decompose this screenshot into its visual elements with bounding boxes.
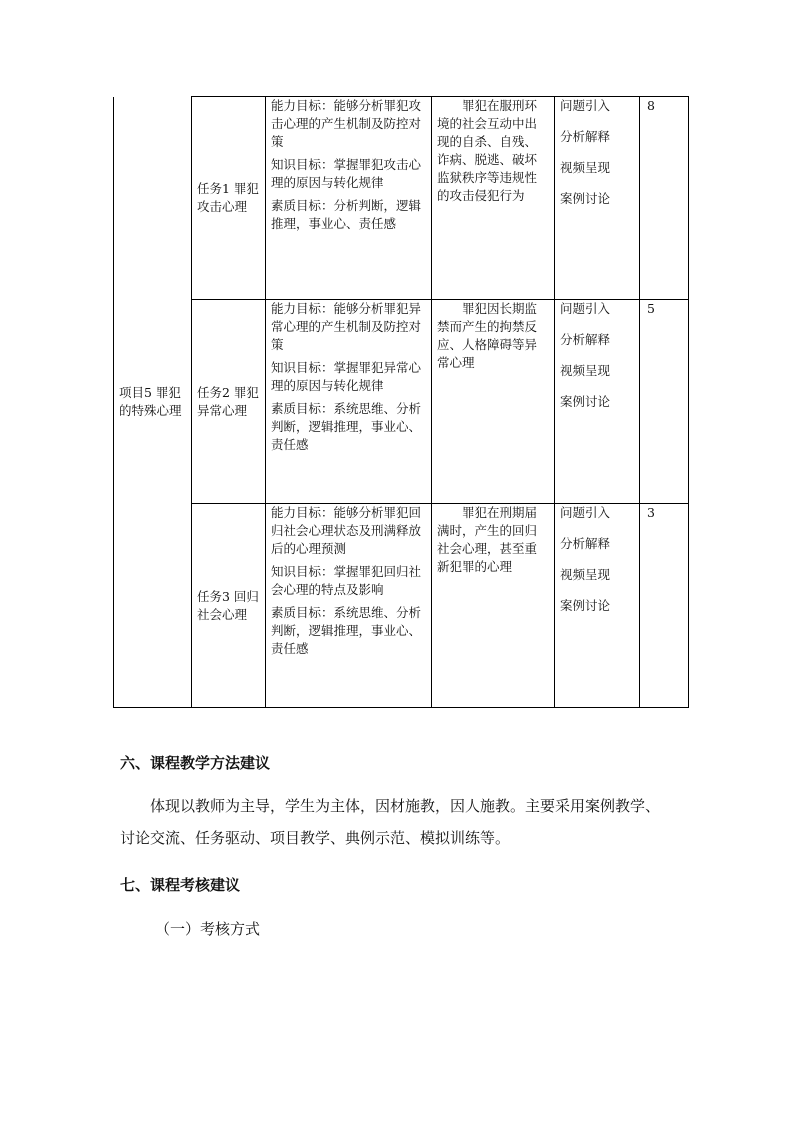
- methods-cell: [555, 97, 640, 300]
- methods-cell: [555, 300, 640, 504]
- method-item: 案例讨论: [560, 394, 611, 409]
- method-item: 问题引入: [560, 301, 611, 316]
- methods-cell: [555, 504, 640, 708]
- method-item: 视频呈现: [560, 363, 611, 378]
- task-cell: 任务2 罪犯异常心理: [192, 300, 266, 504]
- method-item: 问题引入: [560, 98, 611, 113]
- knowledge-goal: 知识目标：掌握罪犯异常心理的原因与转化规律: [271, 360, 422, 393]
- task-cell: 任务3 回归社会心理: [192, 504, 266, 708]
- hours-cell: 3: [640, 504, 689, 708]
- table-row: [114, 504, 689, 708]
- teaching-methods-paragraph: 体现以教师为主导，学生为主体，因材施教，因人施教。主要采用案例教学、讨论交流、任务驱动、项目教学、典例示范、模拟训练等。: [120, 797, 661, 847]
- goals-cell: [266, 300, 432, 504]
- hours-cell: 5: [640, 300, 689, 504]
- method-item: 视频呈现: [560, 160, 611, 175]
- table-row: [114, 97, 689, 300]
- table-row: [114, 300, 689, 504]
- section-heading-assessment: 七、课程考核建议: [120, 876, 241, 894]
- content-cell: 罪犯因长期监禁而产生的拘禁反应、人格障碍等异常心理: [432, 300, 555, 504]
- method-item: 案例讨论: [560, 191, 611, 206]
- ability-goal: 能力目标：能够分析罪犯攻击心理的产生机制及防控对策: [271, 98, 422, 149]
- method-item: 分析解释: [560, 536, 611, 551]
- hours-cell: 8: [640, 97, 689, 300]
- ability-goal: 能力目标：能够分析罪犯异常心理的产生机制及防控对策: [271, 301, 422, 352]
- content-cell: 罪犯在服刑环境的社会互动中出现的自杀、自残、诈病、脱逃、破坏监狱秩序等违规性的攻击侵犯行为: [432, 97, 555, 300]
- task-cell: 任务1 罪犯攻击心理: [192, 97, 266, 300]
- project-cell: 项目5 罪犯的特殊心理: [114, 97, 192, 708]
- knowledge-goal: 知识目标：掌握罪犯攻击心理的原因与转化规律: [271, 157, 422, 190]
- method-item: 问题引入: [560, 505, 611, 520]
- method-item: 视频呈现: [560, 567, 611, 582]
- quality-goal: 素质目标：系统思维、分析判断，逻辑推理，事业心、责任感: [271, 401, 422, 452]
- section-heading-teaching-methods: 六、课程教学方法建议: [120, 754, 271, 772]
- goals-cell: [266, 504, 432, 708]
- content-cell: 罪犯在刑期届满时，产生的回归社会心理，甚至重新犯罪的心理: [432, 504, 555, 708]
- course-content-table: [113, 96, 689, 708]
- quality-goal: 素质目标：分析判断，逻辑推理，事业心、责任感: [271, 198, 422, 231]
- method-item: 案例讨论: [560, 598, 611, 613]
- method-item: 分析解释: [560, 129, 611, 144]
- subsection-assessment-method: （一）考核方式: [155, 920, 261, 938]
- ability-goal: 能力目标：能够分析罪犯回归社会心理状态及刑满释放后的心理预测: [271, 505, 422, 556]
- method-item: 分析解释: [560, 332, 611, 347]
- knowledge-goal: 知识目标：掌握罪犯回归社会心理的特点及影响: [271, 564, 422, 597]
- goals-cell: [266, 97, 432, 300]
- quality-goal: 素质目标：系统思维、分析判断，逻辑推理，事业心、责任感: [271, 605, 422, 656]
